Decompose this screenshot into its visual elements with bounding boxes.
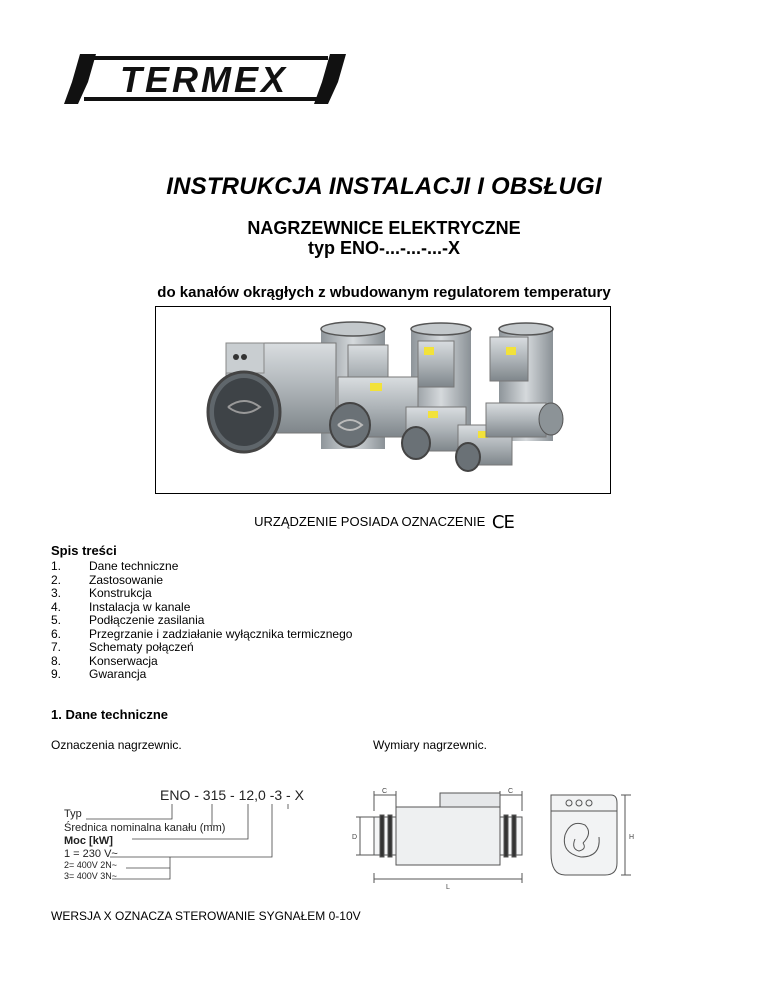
dimension-drawing-side	[545, 783, 645, 883]
designation-code: ENO - 315 - 12,0 -3 - X	[160, 787, 304, 803]
toc-item: 2. Zastosowanie	[51, 572, 164, 587]
product-type: typ ENO-...-...-...-X	[308, 238, 460, 258]
designation-label: Typ	[64, 808, 82, 820]
toc-list	[51, 560, 352, 682]
designation-label: Średnica nominalna kanału (mm)	[64, 822, 226, 834]
designation-label: Moc [kW]	[64, 835, 113, 847]
toc-item: 3. Konstrukcja	[51, 586, 152, 600]
toc-item: 9. Gwarancja	[51, 667, 147, 681]
designation-caption: Oznaczenia nagrzewnic.	[51, 738, 182, 752]
section-heading: 1. Dane techniczne	[51, 707, 169, 722]
product-subtitle: NAGRZEWNICE ELEKTRYCZNE	[247, 218, 521, 238]
dim-label-d: D	[352, 834, 358, 841]
toc-item: 6. Przegrzanie i zadziałanie wyłącznika termicznego	[51, 626, 353, 641]
dim-label-c: C	[382, 788, 388, 795]
dimensions-caption: Wymiary nagrzewnic.	[373, 738, 487, 752]
toc-item: 4. Instalacja w kanale	[51, 599, 191, 614]
toc-item: 1. Dane techniczne	[51, 559, 179, 573]
toc-heading: Spis treści	[51, 543, 117, 558]
designation-label: 2= 400V 2N~	[64, 860, 118, 870]
toc-item: 8. Konserwacja	[51, 653, 158, 668]
dim-label-h: H	[629, 834, 635, 841]
ce-notice	[0, 512, 768, 533]
dim-label-c: C	[508, 788, 514, 795]
ce-notice-text: URZĄDZENIE POSIADA OZNACZENIE	[254, 514, 486, 529]
product-description: do kanałów okrągłych z wbudowanym regulatorem temperatury	[157, 284, 611, 301]
designation-diagram	[60, 787, 320, 882]
version-note: WERSJA X OZNACZA STEROWANIE SYGNAŁEM 0-10V	[51, 909, 361, 923]
logo-text: TERMEX	[119, 59, 289, 100]
toc-item: 7. Schematy połączeń	[51, 640, 194, 654]
termex-logo	[62, 52, 348, 106]
dim-label-l: L	[446, 884, 450, 891]
designation-label: 3= 400V 3N~	[64, 871, 118, 881]
designation-label: 1 = 230 V~	[64, 848, 118, 860]
ce-mark: CE	[491, 512, 514, 533]
document-title: INSTRUKCJA INSTALACJI I OBSŁUGI	[166, 173, 602, 200]
product-photo	[155, 306, 611, 494]
toc-item: 5. Podłączenie zasilania	[51, 613, 205, 627]
dimension-drawing-front	[340, 783, 545, 893]
